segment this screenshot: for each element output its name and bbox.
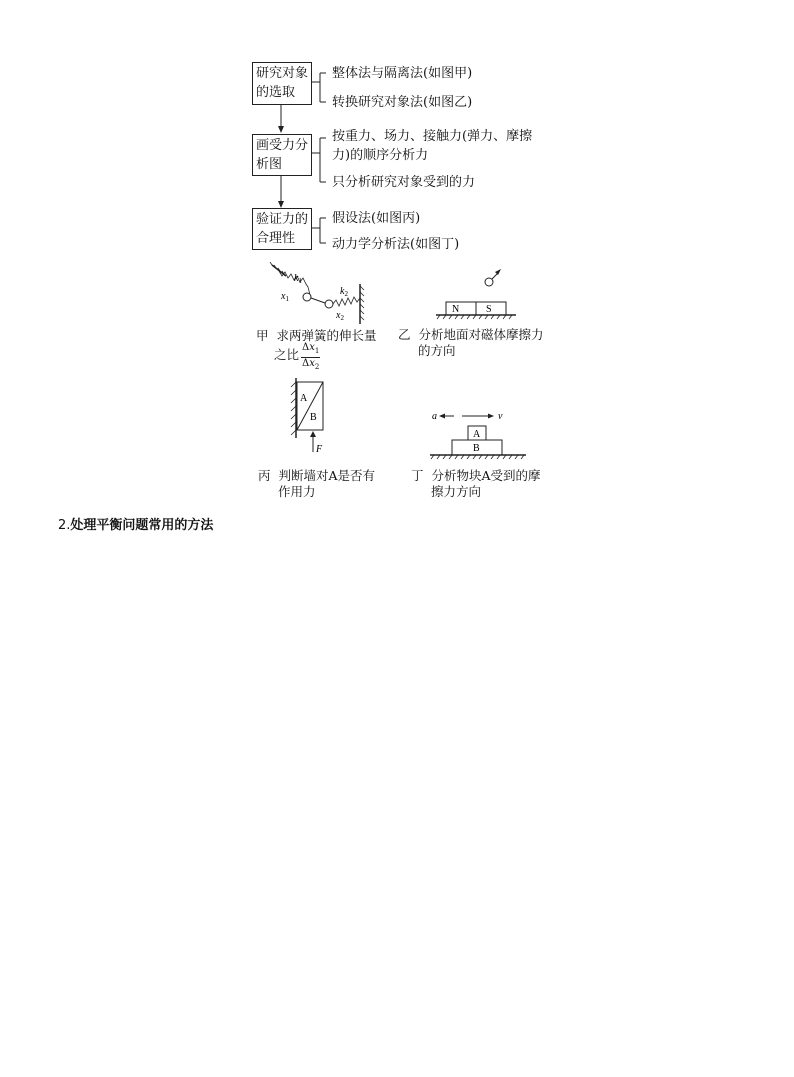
only-object-forces: 只分析研究对象受到的力: [332, 175, 476, 190]
section-title: 处理平衡问题常用的方法: [70, 518, 214, 533]
two-springs-diagram: [262, 262, 382, 324]
label-block-a: A: [300, 393, 308, 404]
method-hypothesis: 假设法(如图丙): [332, 211, 421, 226]
caption-jia-line2: 之比: [274, 347, 300, 362]
figure-mark-ding: 丁: [411, 468, 424, 483]
label-x1: $x_1$: [281, 291, 289, 303]
figure-mark-jia: 甲: [256, 328, 269, 343]
box-draw-force-diagram: [252, 134, 312, 176]
ball-direction-arrow: [495, 269, 501, 275]
caption-yi-line2: 的方向: [418, 343, 456, 358]
spring-k2: [333, 297, 360, 306]
fraction-denominator: $\Delta x_2$: [302, 358, 320, 371]
section-number: 2.: [58, 518, 71, 533]
pole-s: S: [486, 304, 492, 315]
caption-jia-line1: 求两弹簧的伸长量: [276, 328, 377, 343]
label-k1: $k_1$: [294, 273, 302, 285]
stacked-blocks-diagram: [424, 404, 534, 466]
label-x2: $x_2$: [336, 310, 344, 322]
ratio-fraction: [301, 342, 320, 373]
box-verify-forces-line1: 验证力的: [256, 212, 309, 227]
magnet-diagram: [432, 266, 522, 324]
method-transfer-object: 转换研究对象法(如图乙): [332, 95, 473, 110]
fraction-numerator: $\Delta x_1$: [301, 342, 320, 358]
box-select-object-line1: 研究对象: [256, 66, 309, 81]
caption-yi: [398, 326, 543, 343]
wall-blocks-diagram: [286, 376, 336, 456]
method-whole-isolation: 整体法与隔离法(如图甲): [332, 66, 473, 81]
section-heading: [58, 514, 213, 533]
force-order-line1: 按重力、场力、接触力(弹力、摩擦: [332, 129, 533, 144]
upper-support: [272, 265, 286, 276]
box-select-object: [252, 62, 312, 105]
figure-mark-bing: 丙: [258, 468, 271, 483]
caption-bing-line2: 作用力: [278, 484, 316, 499]
label-k2: $k_2$: [340, 286, 348, 298]
method-dynamics: 动力学分析法(如图丁): [332, 237, 460, 252]
ball-2: [325, 300, 333, 308]
box-select-object-line2: 的选取: [256, 85, 296, 100]
caption-ding-line2: 擦力方向: [431, 484, 482, 499]
bracket-2: [312, 138, 326, 182]
force-order-line2: 力)的顺序分析力: [332, 148, 429, 163]
arrowhead-2: [278, 201, 284, 208]
caption-bing: [258, 467, 375, 484]
box-verify-forces-line2: 合理性: [256, 231, 296, 246]
bracket-1: [312, 73, 326, 102]
box-draw-force-diagram-line1: 画受力分: [256, 138, 309, 153]
label-velocity-v: v: [498, 411, 503, 422]
arrowhead-1: [278, 126, 284, 133]
figure-mark-yi: 乙: [398, 327, 411, 342]
connecting-rope: [311, 298, 325, 303]
box-verify-forces: [252, 208, 312, 250]
bracket-3: [312, 218, 326, 243]
label-block-b: B: [310, 412, 317, 423]
label-ding-a: A: [473, 429, 481, 440]
caption-yi-line1: 分析地面对磁体摩擦力: [418, 327, 544, 342]
caption-ding: [411, 467, 541, 484]
pole-n: N: [452, 304, 460, 315]
caption-ding-line1: 分析物块A受到的摩: [431, 468, 541, 483]
ball-1: [303, 293, 311, 301]
small-ball: [485, 278, 493, 286]
label-force-f: F: [316, 444, 323, 455]
label-ding-b: B: [473, 443, 480, 454]
label-accel-a: a: [432, 411, 437, 422]
box-draw-force-diagram-line2: 析图: [256, 157, 283, 172]
caption-bing-line1: 判断墙对A是否有: [278, 468, 375, 483]
